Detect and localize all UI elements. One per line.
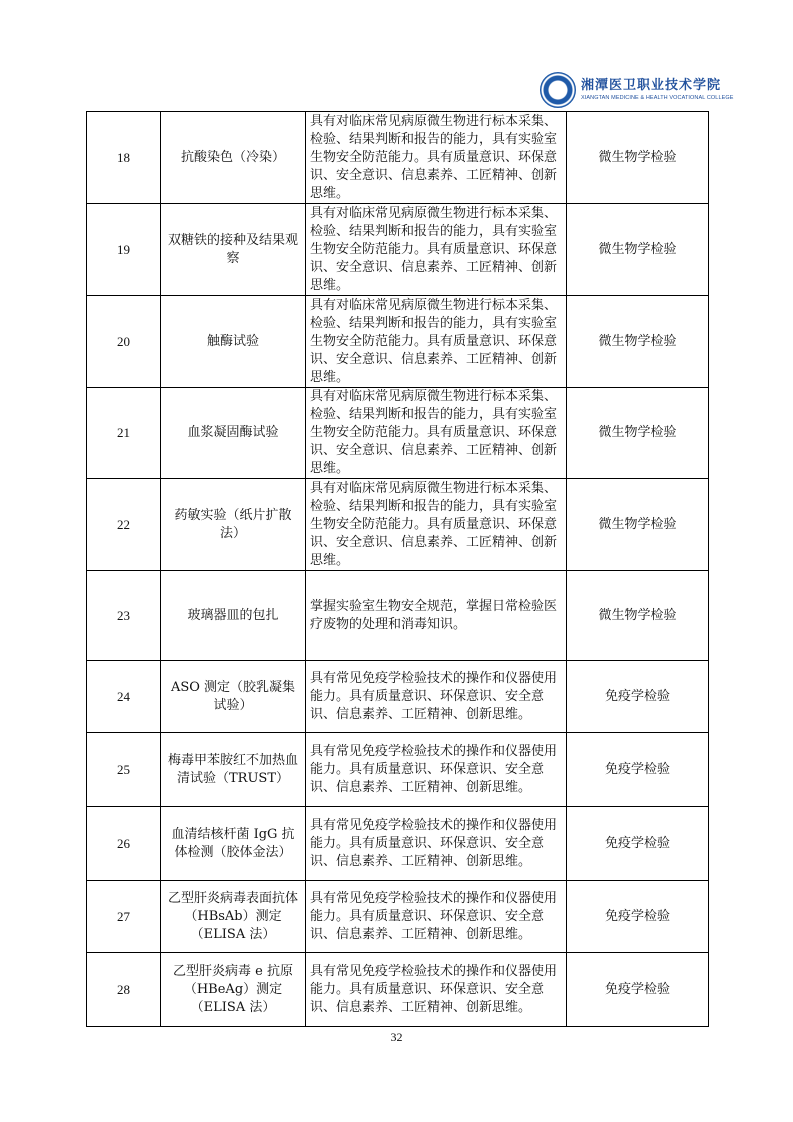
table-row [87,953,709,1027]
item-course: 微生物学检验 [567,112,709,204]
item-name: 血浆凝固酶试验 [161,388,306,479]
item-number: 26 [87,807,161,881]
item-number: 25 [87,733,161,807]
item-requirement: 具有常见免疫学检验技术的操作和仪器使用能力。具有质量意识、环保意识、安全意识、信息素养、工匠精神、创新思维。 [306,807,567,881]
item-name: 玻璃器皿的包扎 [161,571,306,661]
table-row [87,807,709,881]
school-seal-icon [540,72,576,108]
item-course: 免疫学检验 [567,881,709,953]
item-name: 梅毒甲苯胺红不加热血清试验（TRUST） [161,733,306,807]
item-name: 血清结核杆菌 IgG 抗体检测（胶体金法） [161,807,306,881]
table-row [87,204,709,296]
table-row [87,296,709,388]
table-row [87,571,709,661]
table-row [87,388,709,479]
item-number: 20 [87,296,161,388]
item-number: 19 [87,204,161,296]
item-requirement: 具有常见免疫学检验技术的操作和仪器使用能力。具有质量意识、环保意识、安全意识、信息素养、工匠精神、创新思维。 [306,733,567,807]
school-name [581,78,734,102]
page-number: 32 [390,1030,403,1044]
item-number: 21 [87,388,161,479]
item-number: 22 [87,479,161,571]
item-requirement: 具有常见免疫学检验技术的操作和仪器使用能力。具有质量意识、环保意识、安全意识、信息素养、工匠精神、创新思维。 [306,661,567,733]
item-course: 免疫学检验 [567,661,709,733]
table-row [87,112,709,204]
item-requirement: 具有常见免疫学检验技术的操作和仪器使用能力。具有质量意识、环保意识、安全意识、信息素养、工匠精神、创新思维。 [306,953,567,1027]
table-row [87,733,709,807]
school-name-cn: 湘潭医卫职业技术学院 [581,78,722,93]
item-name: 乙型肝炎病毒 e 抗原（HBeAg）测定（ELISA 法） [161,953,306,1027]
item-name: 触酶试验 [161,296,306,388]
table-row [87,881,709,953]
item-requirement: 具有对临床常见病原微生物进行标本采集、检验、结果判断和报告的能力，具有实验室生物安全防范能力。具有质量意识、环保意识、安全意识、信息素养、工匠精神、创新思维。 [306,204,567,296]
item-course: 微生物学检验 [567,296,709,388]
item-number: 27 [87,881,161,953]
item-course: 免疫学检验 [567,807,709,881]
item-requirement: 具有对临床常见病原微生物进行标本采集、检验、结果判断和报告的能力，具有实验室生物安全防范能力。具有质量意识、环保意识、安全意识、信息素养、工匠精神、创新思维。 [306,112,567,204]
school-logo [540,70,765,110]
item-number: 18 [87,112,161,204]
item-name: 双糖铁的接种及结果观察 [161,204,306,296]
school-name-en: XIANGTAN MEDICINE & HEALTH VOCATIONAL COLLEGE [581,95,734,101]
item-name: 药敏实验（纸片扩散法） [161,479,306,571]
item-course: 免疫学检验 [567,953,709,1027]
item-number: 28 [87,953,161,1027]
item-requirement: 具有对临床常见病原微生物进行标本采集、检验、结果判断和报告的能力，具有实验室生物安全防范能力。具有质量意识、环保意识、安全意识、信息素养、工匠精神、创新思维。 [306,388,567,479]
item-course: 微生物学检验 [567,388,709,479]
item-requirement: 具有对临床常见病原微生物进行标本采集、检验、结果判断和报告的能力，具有实验室生物安全防范能力。具有质量意识、环保意识、安全意识、信息素养、工匠精神、创新思维。 [306,296,567,388]
item-course: 微生物学检验 [567,204,709,296]
item-course: 微生物学检验 [567,479,709,571]
item-course: 免疫学检验 [567,733,709,807]
table-body [87,112,709,1027]
item-requirement: 掌握实验室生物安全规范，掌握日常检验医疗废物的处理和消毒知识。 [306,571,567,661]
item-requirement: 具有对临床常见病原微生物进行标本采集、检验、结果判断和报告的能力，具有实验室生物安全防范能力。具有质量意识、环保意识、安全意识、信息素养、工匠精神、创新思维。 [306,479,567,571]
training-items-table [86,111,709,1027]
table-row [87,479,709,571]
item-course: 微生物学检验 [567,571,709,661]
item-number: 24 [87,661,161,733]
item-number: 23 [87,571,161,661]
item-name: 抗酸染色（冷染） [161,112,306,204]
item-name: ASO 测定（胶乳凝集试验） [161,661,306,733]
item-requirement: 具有常见免疫学检验技术的操作和仪器使用能力。具有质量意识、环保意识、安全意识、信息素养、工匠精神、创新思维。 [306,881,567,953]
table-row [87,661,709,733]
item-name: 乙型肝炎病毒表面抗体（HBsAb）测定（ELISA 法） [161,881,306,953]
